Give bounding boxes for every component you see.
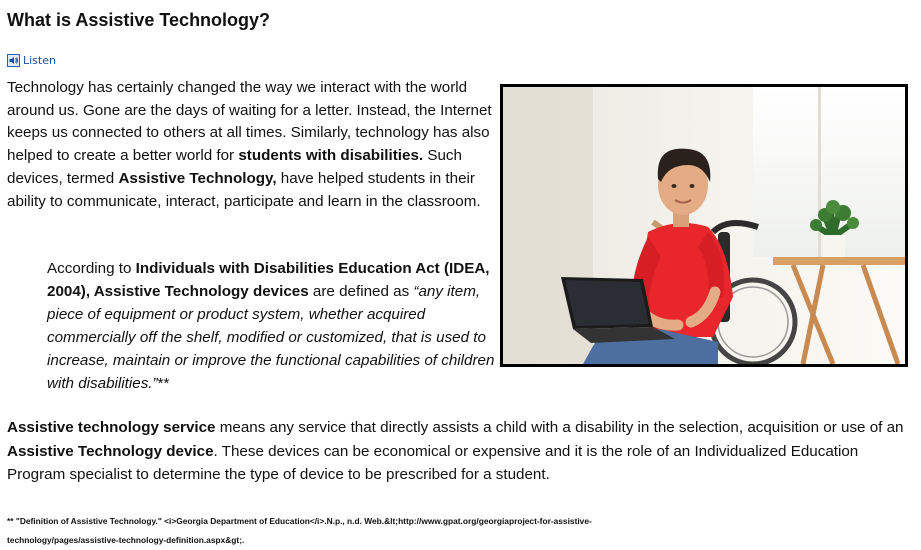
quote-italic-definition: “any item, piece of equipment or product system, whether acquired commercially off the shelf, modified or customized, that is used to increase, maintain or improve the functional capabilities of children with disabilities.” xyxy=(47,283,495,392)
intro-bold-students: students with disabilities. xyxy=(238,147,424,165)
page-title: What is Assistive Technology? xyxy=(7,10,271,30)
intro-paragraph xyxy=(7,77,497,213)
service-bold-device: Assistive Technology device xyxy=(7,442,214,460)
service-text: . These devices can be economical or expensive and it is the role of an Individualized Education Program specialist to determine the type of device to be prescribed for a student. xyxy=(7,442,859,483)
quote-footnote-marker: ** xyxy=(157,375,170,392)
quote-text: According to xyxy=(47,260,136,277)
student-wheelchair-photo xyxy=(500,84,908,367)
reference-citation: ** "Definition of Assistive Technology." <i>Georgia Department of Education</i>.N.p., n.d. Web.&lt;http://www.gpat.org/georgiaproject-for-assistive-technology/pages/assistive-technology-definition.aspx&gt;. xyxy=(7,516,592,545)
listen-label: Listen xyxy=(23,54,56,67)
intro-bold-assistive-technology: Assistive Technology, xyxy=(118,169,277,187)
intro-text: Such devices, termed xyxy=(7,147,462,187)
service-paragraph xyxy=(7,416,912,487)
quote-text: are defined as xyxy=(308,283,414,300)
photo-illustration xyxy=(503,87,905,364)
listen-button[interactable] xyxy=(7,54,56,67)
quote-bold-idea: Individuals with Disabilities Education Act (IDEA, 2004), Assistive Technology devices xyxy=(47,260,490,300)
idea-definition-quote xyxy=(47,257,497,395)
speaker-icon xyxy=(7,54,20,67)
intro-text: Technology has certainly changed the way we interact with the world around us. Gone are the days of waiting for a letter. Instead, the Internet keeps us connected to others at all times. Similarly, technology has also helped to create a better world for xyxy=(7,79,492,165)
service-text: means any service that directly assists a child with a disability in the selection, acquisition or use of an xyxy=(215,419,904,436)
intro-text: have helped students in their ability to communicate, interact, participate and learn in the classroom. xyxy=(7,169,481,210)
service-bold-term: Assistive technology service xyxy=(7,419,216,436)
